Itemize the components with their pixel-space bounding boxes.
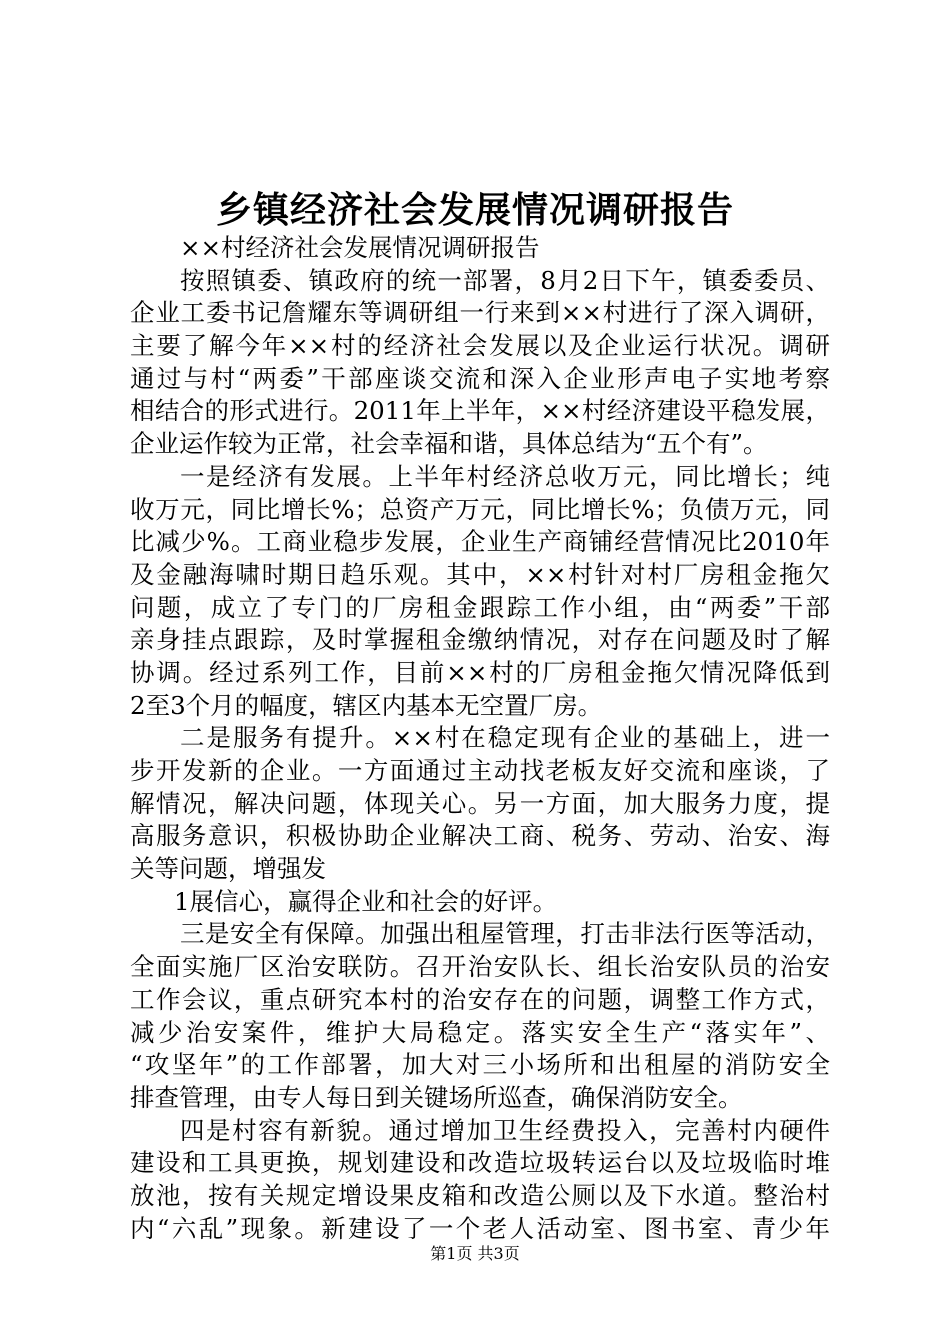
body-line: ××村经济社会发展情况调研报告 xyxy=(180,233,540,262)
body-line: 三是安全有保障。加强出租屋管理，打击非法行医等活动， xyxy=(180,919,830,949)
body-line: 高服务意识，积极协助企业解决工商、税务、劳动、治安、海 xyxy=(130,821,830,851)
body-line: 问题，成立了专门的厂房租金跟踪工作小组，由“两委”干部 xyxy=(130,592,830,622)
body-line: 1展信心，赢得企业和社会的好评。 xyxy=(174,886,558,916)
document-body xyxy=(130,232,830,1245)
page-footer: 第1页 共3页 xyxy=(430,1244,520,1263)
body-line: 相结合的形式进行。2011年上半年，××村经济建设平稳发展， xyxy=(130,396,830,426)
document-title: 乡镇经济社会发展情况调研报告 xyxy=(215,189,734,231)
body-line: 放池，按有关规定增设果皮箱和改造公厕以及下水道。整治村 xyxy=(130,1180,830,1210)
body-line: 步开发新的企业。一方面通过主动找老板友好交流和座谈，了 xyxy=(130,756,830,785)
body-line: 全面实施厂区治安联防。召开治安队长、组长治安队员的治安 xyxy=(130,952,830,982)
body-line: 解情况，解决问题，体现关心。另一方面，加大服务力度，提 xyxy=(130,788,830,818)
body-line: 2至3个月的幅度，辖区内基本无空置厂房。 xyxy=(130,690,603,720)
body-line: 协调。经过系列工作，目前××村的厂房租金拖欠情况降低到 xyxy=(130,657,830,687)
body-line: 内“六乱”现象。新建设了一个老人活动室、图书室、青少年 xyxy=(130,1213,830,1243)
body-line: 一是经济有发展。上半年村经济总收万元，同比增长；纯 xyxy=(180,461,830,491)
body-line: 按照镇委、镇政府的统一部署，8月2日下午，镇委委员、 xyxy=(180,265,830,295)
body-line: 主要了解今年××村的经济社会发展以及企业运行状况。调研 xyxy=(130,331,830,361)
body-line: 及金融海啸时期日趋乐观。其中，××村针对村厂房租金拖欠 xyxy=(130,559,830,589)
body-line: “攻坚年”的工作部署，加大对三小场所和出租屋的消防安全 xyxy=(130,1050,830,1080)
body-line: 减少治安案件，维护大局稳定。落实安全生产“落实年”、 xyxy=(130,1017,830,1047)
body-line: 亲身挂点跟踪，及时掌握租金缴纳情况，对存在问题及时了解 xyxy=(130,625,830,655)
body-line: 四是村容有新貌。通过增加卫生经费投入，完善村内硬件 xyxy=(180,1115,830,1145)
body-line: 通过与村“两委”干部座谈交流和深入企业形声电子实地考察 xyxy=(130,363,830,393)
body-line: 二是服务有提升。××村在稳定现有企业的基础上，进一 xyxy=(180,723,830,753)
body-line: 收万元，同比增长%；总资产万元，同比增长%；负债万元，同 xyxy=(130,494,830,524)
body-line: 关等问题，增强发 xyxy=(130,854,326,884)
body-line: 排查管理，由专人每日到关键场所巡查，确保消防安全。 xyxy=(130,1082,743,1112)
body-line: 建设和工具更换，规划建设和改造垃圾转运台以及垃圾临时堆 xyxy=(130,1148,830,1178)
body-line: 企业运作较为正常，社会幸福和谐，具体总结为“五个有”。 xyxy=(130,429,768,459)
body-line: 工作会议，重点研究本村的治安存在的问题，调整工作方式， xyxy=(130,984,830,1014)
body-line: 企业工委书记詹耀东等调研组一行来到××村进行了深入调研， xyxy=(130,298,830,328)
body-line: 比减少%。工商业稳步发展，企业生产商铺经营情况比2010年 xyxy=(130,527,830,557)
